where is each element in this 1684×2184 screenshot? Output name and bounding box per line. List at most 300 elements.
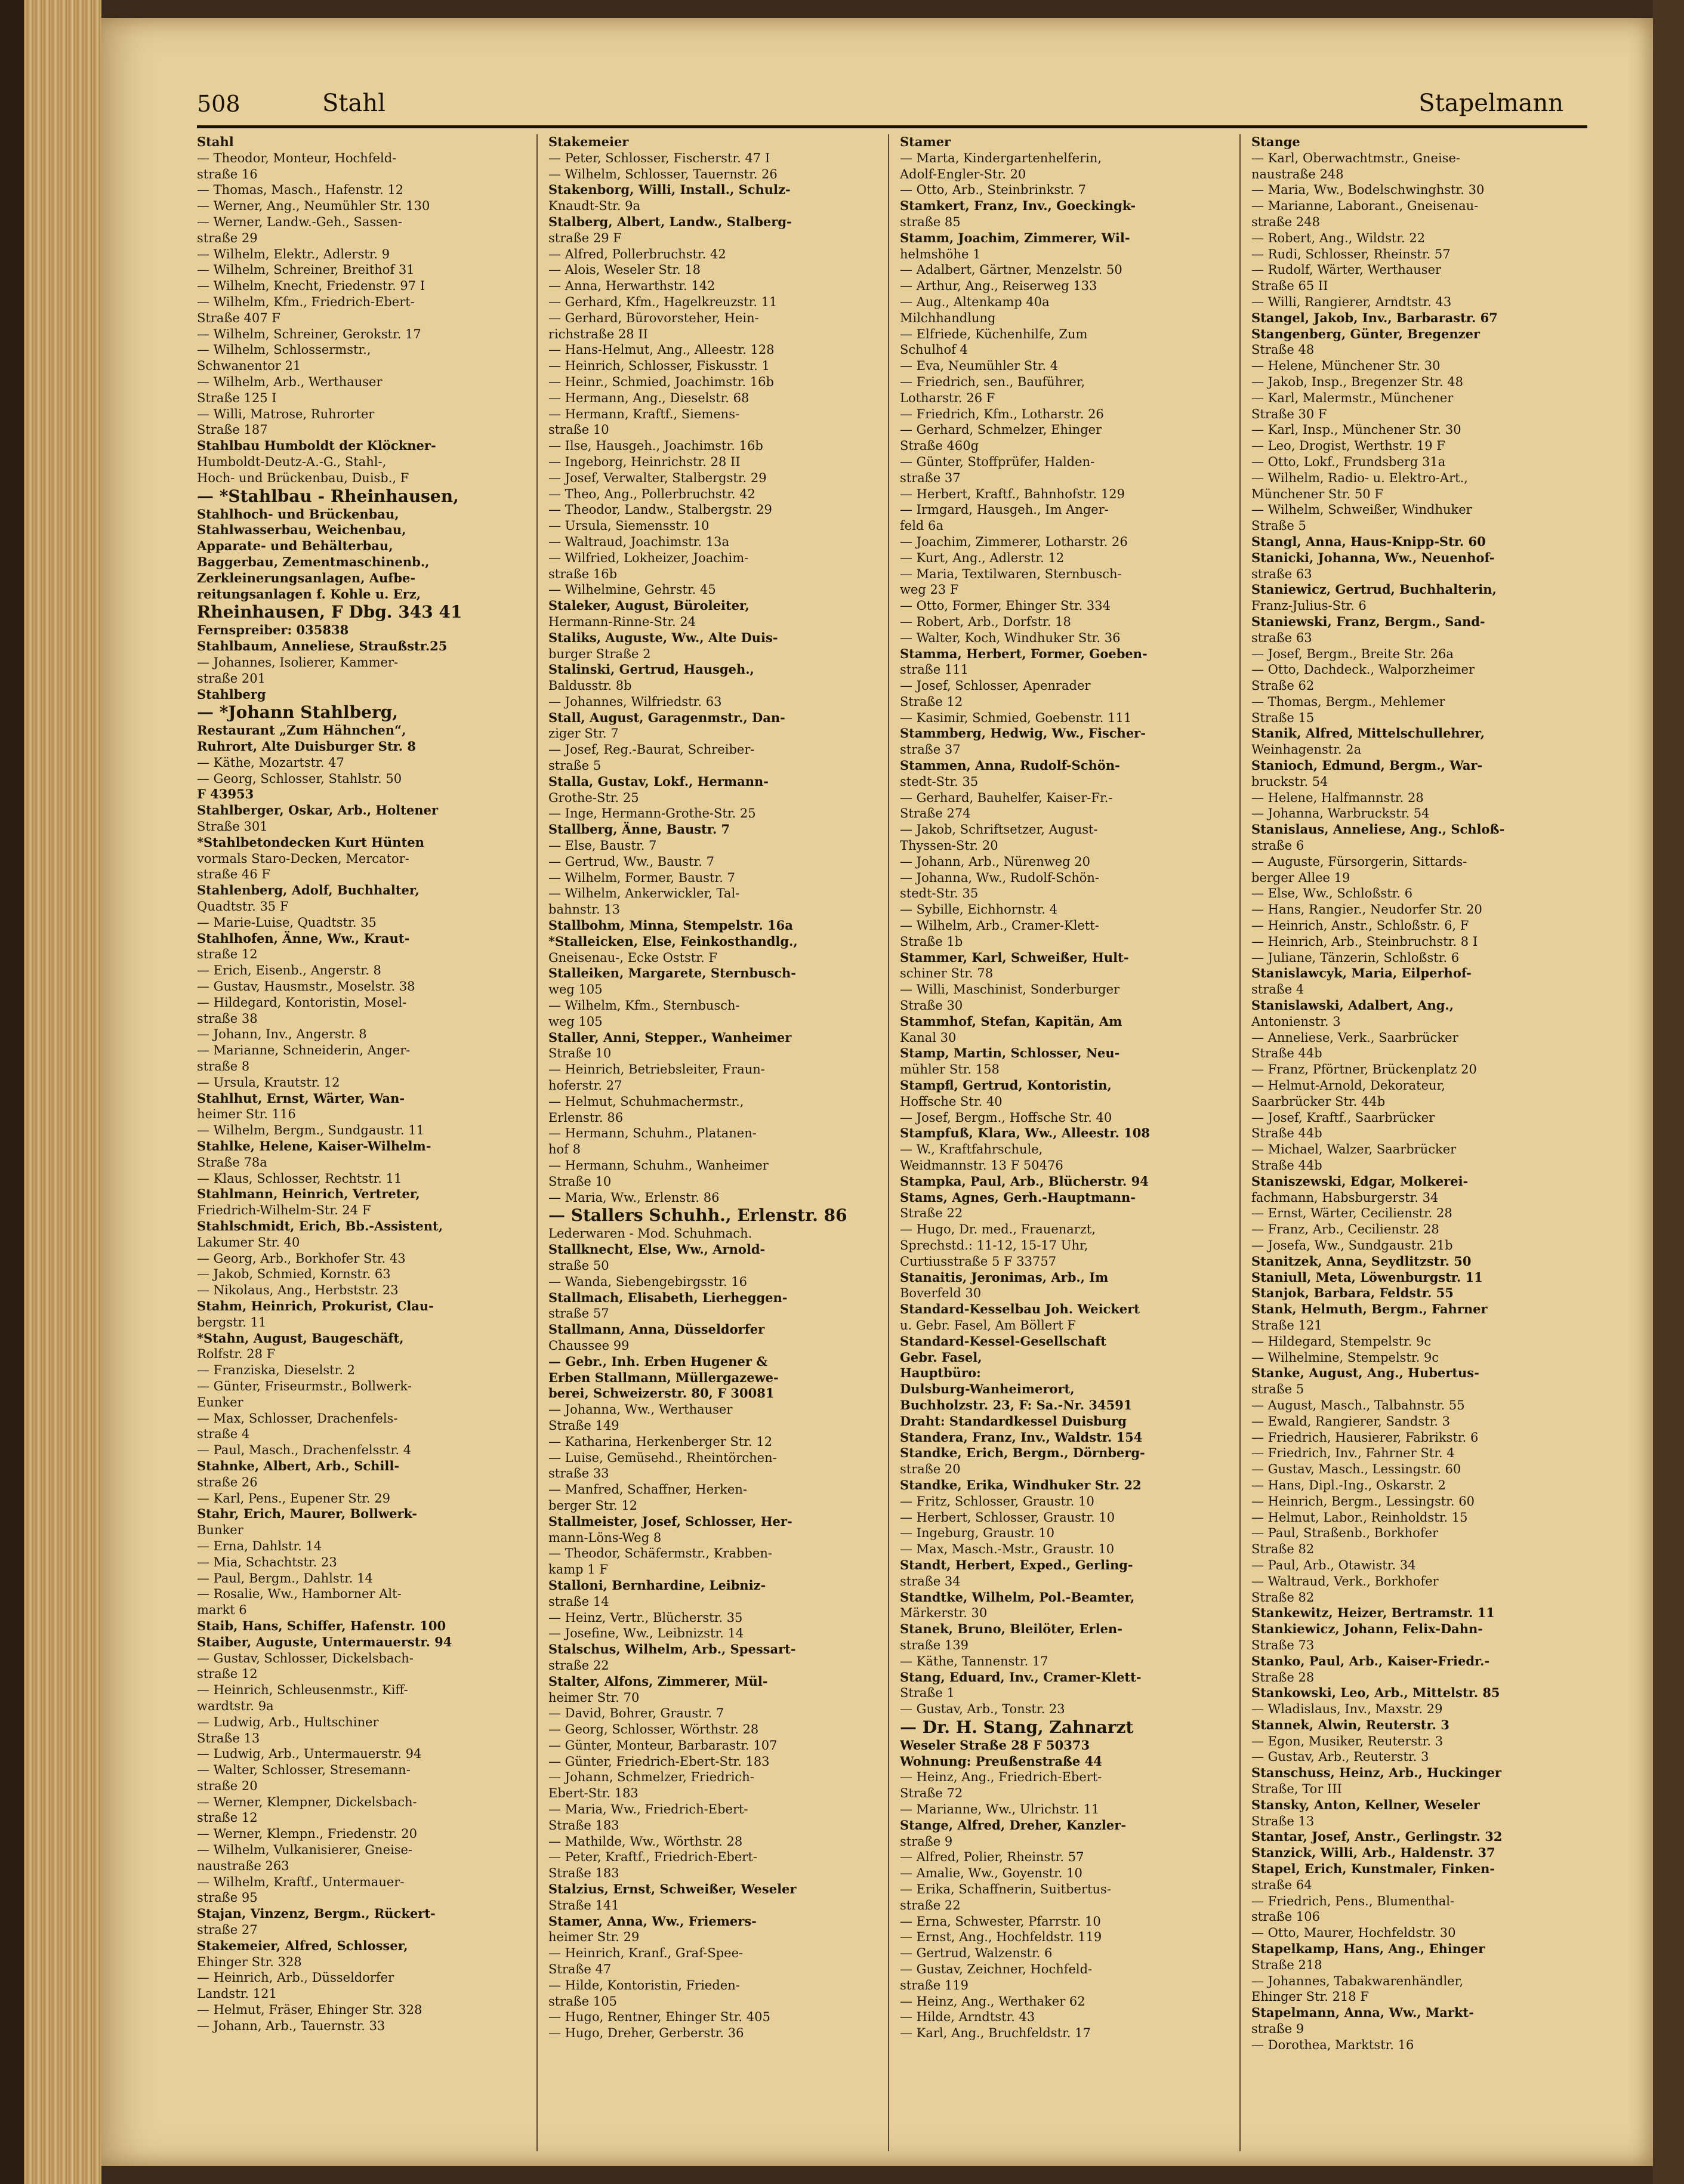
- directory-entry-line: — Anneliese, Verk., Saarbrücker: [1251, 1030, 1458, 1045]
- directory-entry-line: — Georg, Schlosser, Wörthstr. 28: [548, 1722, 759, 1737]
- directory-entry-line: — Karl, Oberwachtmstr., Gneise-: [1251, 150, 1460, 165]
- directory-entry-line: Stahlmann, Heinrich, Vertreter,: [197, 1186, 420, 1202]
- directory-entry-line: Stahnke, Albert, Arb., Schill-: [197, 1458, 400, 1473]
- directory-entry-line: — Josefa, Ww., Sundgaustr. 21b: [1251, 1238, 1453, 1253]
- directory-entry-line: — Robert, Ang., Wildstr. 22: [1251, 230, 1426, 245]
- directory-entry-line: Straße 62: [1251, 678, 1315, 693]
- directory-entry-line: Straße 460g: [900, 439, 979, 454]
- directory-entry-line: — Otto, Former, Ehinger Str. 334: [900, 599, 1111, 613]
- column-3: [900, 134, 1241, 2151]
- directory-entry-line: Stapelmann, Anna, Ww., Markt-: [1251, 2005, 1474, 2020]
- directory-entry-line: reitungsanlagen f. Kohle u. Erz,: [197, 586, 421, 601]
- directory-entry-line: straße 64: [1251, 1877, 1312, 1892]
- directory-entry-line: Stanitzek, Anna, Seydlitzstr. 50: [1251, 1253, 1472, 1269]
- directory-entry-line: — *Stahlbau - Rheinhausen,: [197, 486, 459, 506]
- directory-entry-line: — Walter, Koch, Windhuker Str. 36: [900, 630, 1121, 645]
- directory-entry-line: — Karl, Insp., Münchener Str. 30: [1251, 422, 1461, 437]
- directory-entry-line: — Josefine, Ww., Leibnizstr. 14: [548, 1626, 744, 1641]
- directory-entry-line: — Heinrich, Betriebsleiter, Fraun-: [548, 1062, 765, 1077]
- directory-entry-line: — Manfred, Schaffner, Herken-: [548, 1482, 747, 1497]
- directory-entry-line: — Franz, Arb., Cecilienstr. 28: [1251, 1222, 1439, 1237]
- directory-entry-line: — Fritz, Schlosser, Graustr. 10: [900, 1494, 1094, 1509]
- directory-entry-line: — Herbert, Schlosser, Graustr. 10: [900, 1510, 1115, 1525]
- directory-entry-line: straße 33: [548, 1466, 609, 1481]
- directory-entry-line: Staliks, Auguste, Ww., Alte Duis-: [548, 630, 778, 645]
- directory-entry-line: Straße, Tor III: [1251, 1782, 1342, 1797]
- directory-entry-line: — Helene, Münchener Str. 30: [1251, 359, 1441, 374]
- directory-entry-line: straße 10: [548, 422, 609, 437]
- directory-entry-line: — Wilhelm, Elektr., Adlerstr. 9: [197, 246, 390, 261]
- directory-entry-line: — Günter, Monteur, Barbarastr. 107: [548, 1738, 778, 1753]
- directory-entry-line: Bunker: [197, 1523, 243, 1538]
- directory-entry-line: straße 8: [197, 1059, 250, 1074]
- directory-entry-line: — Theodor, Monteur, Hochfeld-: [197, 150, 397, 165]
- header-last-entry: Stapelmann: [1418, 90, 1563, 117]
- directory-entry-line: — Heinz, Ang., Werthaker 62: [900, 1994, 1085, 2009]
- directory-entry-line: — Hermann, Schuhm., Platanen-: [548, 1126, 757, 1141]
- directory-entry-line: — W., Kraftfahrschule,: [900, 1142, 1043, 1157]
- directory-entry-line: Stamer: [900, 134, 951, 149]
- directory-entry-line: — Heinz, Ang., Friedrich-Ebert-: [900, 1770, 1102, 1785]
- directory-entry-line: — Max, Masch.-Mstr., Graustr. 10: [900, 1542, 1115, 1557]
- directory-entry-line: — Maria, Ww., Erlenstr. 86: [548, 1190, 720, 1205]
- directory-entry-line: Straße 82: [1251, 1590, 1315, 1605]
- directory-entry-line: — Erich, Eisenb., Angerstr. 8: [197, 963, 381, 978]
- directory-entry-line: — Friedrich, Pens., Blumenthal-: [1251, 1893, 1455, 1908]
- directory-entry-line: Straße 274: [900, 806, 971, 821]
- directory-entry-line: — Wilhelm, Ankerwickler, Tal-: [548, 886, 740, 901]
- directory-entry-line: Straße 30 F: [1251, 406, 1327, 421]
- directory-entry-line: — Gustav, Hausmstr., Moselstr. 38: [197, 979, 415, 994]
- directory-entry-line: Straße 187: [197, 422, 268, 437]
- directory-entry-line: — Paul, Bergm., Dahlstr. 14: [197, 1571, 373, 1585]
- directory-entry-line: straße 57: [548, 1306, 609, 1321]
- directory-entry-line: — Josef, Bergm., Breite Str. 26a: [1251, 646, 1454, 661]
- directory-entry-line: — Otto, Arb., Steinbrinkstr. 7: [900, 183, 1087, 198]
- directory-entry-line: Lakumer Str. 40: [197, 1235, 300, 1250]
- directory-entry-line: straße 4: [1251, 982, 1304, 997]
- directory-entry-line: mann-Löns-Weg 8: [548, 1530, 662, 1545]
- directory-entry-line: straße 37: [900, 742, 961, 757]
- directory-entry-line: — Wilhelm, Schreiner, Breithof 31: [197, 263, 415, 277]
- directory-entry-line: — Johannes, Wilfriedstr. 63: [548, 694, 722, 709]
- directory-entry-line: — Gerhard, Kfm., Hagelkreuzstr. 11: [548, 294, 778, 309]
- directory-entry-line: — Rudi, Schlosser, Rheinstr. 57: [1251, 246, 1451, 261]
- directory-entry-line: — Waltraud, Joachimstr. 13a: [548, 534, 730, 549]
- directory-entry-line: Baggerbau, Zementmaschinenb.,: [197, 554, 430, 569]
- directory-entry-line: Stalschus, Wilhelm, Arb., Spessart-: [548, 1642, 796, 1657]
- directory-entry-line: — Ludwig, Arb., Hultschiner: [197, 1714, 379, 1729]
- directory-entry-line: naustraße 263: [197, 1858, 289, 1873]
- directory-entry-line: — Paul, Arb., Otawistr. 34: [1251, 1557, 1416, 1572]
- directory-entry-line: — Maria, Ww., Bodelschwinghstr. 30: [1251, 183, 1485, 198]
- directory-entry-line: straße 20: [197, 1778, 258, 1793]
- directory-entry-line: Staib, Hans, Schiffer, Hafenstr. 100: [197, 1618, 446, 1633]
- directory-entry-line: straße 248: [1251, 214, 1320, 229]
- directory-entry-line: Stahlberger, Oskar, Arb., Holtener: [197, 803, 439, 818]
- directory-entry-line: — Erika, Schaffnerin, Suitbertus-: [900, 1882, 1111, 1897]
- directory-entry-line: Straße 407 F: [197, 310, 280, 325]
- directory-entry-line: Straße 149: [548, 1418, 619, 1433]
- directory-entry-line: Standke, Erich, Bergm., Dörnberg-: [900, 1445, 1145, 1461]
- directory-entry-line: — Peter, Schlosser, Fischerstr. 47 I: [548, 150, 770, 165]
- directory-entry-line: straße 6: [1251, 838, 1304, 853]
- directory-entry-line: Stamkert, Franz, Inv., Goeckingk-: [900, 198, 1136, 214]
- directory-entry-line: — Alfred, Polier, Rheinstr. 57: [900, 1850, 1084, 1865]
- directory-entry-line: Straße 44b: [1251, 1158, 1322, 1173]
- directory-entry-line: — David, Bohrer, Graustr. 7: [548, 1706, 724, 1721]
- directory-entry-line: — Otto, Maurer, Hochfeldstr. 30: [1251, 1926, 1456, 1941]
- directory-entry-line: — Robert, Arb., Dorfstr. 18: [900, 614, 1071, 629]
- directory-entry-line: Baldusstr. 8b: [548, 678, 632, 693]
- directory-entry-line: bruckstr. 54: [1251, 774, 1328, 789]
- directory-entry-line: straße 63: [1251, 566, 1312, 581]
- directory-entry-line: straße 5: [1251, 1382, 1304, 1397]
- directory-entry-line: Sprechstd.: 11-12, 15-17 Uhr,: [900, 1238, 1088, 1253]
- directory-entry-line: Adolf-Engler-Str. 20: [900, 166, 1026, 181]
- directory-entry-line: — Else, Baustr. 7: [548, 838, 657, 853]
- directory-entry-line: Stajan, Vinzenz, Bergm., Rückert-: [197, 1906, 436, 1921]
- directory-entry-line: — Sybille, Eichhornstr. 4: [900, 902, 1058, 917]
- directory-entry-line: — Gertrud, Walzenstr. 6: [900, 1946, 1053, 1961]
- directory-entry-line: — Johann, Inv., Angerstr. 8: [197, 1027, 367, 1042]
- directory-entry-line: Straße 44b: [1251, 1126, 1322, 1141]
- directory-entry-line: Ehinger Str. 218 F: [1251, 1989, 1369, 2004]
- directory-entry-line: — Hermann, Schuhm., Wanheimer: [548, 1158, 769, 1173]
- directory-page: [101, 18, 1653, 2166]
- directory-entry-line: stedt-Str. 35: [900, 886, 979, 901]
- directory-entry-line: straße 119: [900, 1978, 969, 1992]
- directory-entry-line: — Gerhard, Schmelzer, Ehinger: [900, 422, 1102, 437]
- directory-entry-line: Humboldt-Deutz-A.-G., Stahl-,: [197, 454, 387, 469]
- directory-entry-line: — Wilhelm, Vulkanisierer, Gneise-: [197, 1843, 413, 1858]
- directory-entry-line: Stanik, Alfred, Mittelschullehrer,: [1251, 726, 1485, 741]
- directory-entry-line: — Herbert, Kraftf., Bahnhofstr. 129: [900, 486, 1125, 501]
- directory-entry-line: — Rosalie, Ww., Hamborner Alt-: [197, 1587, 402, 1602]
- directory-entry-line: — Hilde, Arndtstr. 43: [900, 2010, 1035, 2025]
- directory-entry-line: — Helmut, Schuhmachermstr.,: [548, 1094, 744, 1109]
- directory-entry-line: Stalberg, Albert, Landw., Stalberg-: [548, 214, 792, 229]
- directory-entry-line: Stammen, Anna, Rudolf-Schön-: [900, 758, 1120, 773]
- directory-entry-line: schiner Str. 78: [900, 966, 994, 981]
- directory-entry-line: weg 105: [548, 982, 603, 997]
- directory-entry-line: Stampfuß, Klara, Ww., Alleestr. 108: [900, 1125, 1150, 1141]
- directory-entry-line: — Hans, Dipl.-Ing., Oskarstr. 2: [1251, 1477, 1446, 1492]
- directory-entry-line: Straße 73: [1251, 1637, 1315, 1652]
- directory-entry-line: vormals Staro-Decken, Mercator-: [197, 851, 409, 866]
- directory-entry-line: — Georg, Arb., Borkhofer Str. 43: [197, 1251, 406, 1266]
- directory-entry-line: Stampka, Paul, Arb., Blücherstr. 94: [900, 1173, 1149, 1189]
- directory-entry-line: — Günter, Stoffprüfer, Halden-: [900, 454, 1095, 469]
- column-4: [1251, 134, 1592, 2151]
- directory-entry-line: — Heinrich, Kranf., Graf-Spee-: [548, 1946, 744, 1961]
- directory-entry-line: Stahlwasserbau, Weichenbau,: [197, 522, 406, 538]
- directory-entry-line: Erben Stallmann, Müllergazewe-: [548, 1369, 779, 1385]
- page-number: 508: [197, 91, 240, 117]
- directory-entry-line: — Otto, Lokf., Frundsberg 31a: [1251, 454, 1446, 469]
- directory-entry-line: fachmann, Habsburgerstr. 34: [1251, 1190, 1439, 1205]
- directory-entry-line: — Wilhelm, Kraftf., Untermauer-: [197, 1874, 405, 1889]
- directory-entry-line: Weseler Straße 28 F 50373: [900, 1737, 1090, 1753]
- directory-entry-line: heimer Str. 70: [548, 1690, 640, 1705]
- directory-entry-line: Straße 15: [1251, 710, 1315, 725]
- directory-entry-line: Straße 10: [548, 1046, 612, 1061]
- directory-entry-line: *Stalleicken, Else, Feinkosthandlg.,: [548, 933, 798, 949]
- directory-entry-line: — Heinrich, Anstr., Schloßstr. 6, F: [1251, 918, 1469, 933]
- directory-entry-line: *Stahlbetondecken Kurt Hünten: [197, 834, 424, 850]
- directory-entry-line: — Waltraud, Verk., Borkhofer: [1251, 1574, 1439, 1588]
- directory-entry-line: — Karl, Ang., Bruchfeldstr. 17: [900, 2026, 1091, 2041]
- directory-entry-line: — Peter, Kraftf., Friedrich-Ebert-: [548, 1850, 757, 1865]
- directory-entry-line: straße 139: [900, 1637, 969, 1652]
- directory-entry-line: straße 14: [548, 1594, 609, 1609]
- directory-entry-line: Draht: Standardkessel Duisburg: [900, 1413, 1127, 1429]
- directory-entry-line: straße 201: [197, 671, 266, 686]
- directory-entry-line: Staller, Anni, Stepper., Wanheimer: [548, 1029, 792, 1045]
- directory-entry-line: — Jakob, Schriftsetzer, August-: [900, 822, 1098, 837]
- directory-entry-line: Stalinski, Gertrud, Hausgeh.,: [548, 662, 754, 677]
- column-1: [197, 134, 538, 2151]
- right-background: [1653, 0, 1684, 2184]
- directory-entry-line: Schulhof 4: [900, 343, 968, 357]
- directory-entry-line: Boverfeld 30: [900, 1286, 982, 1301]
- directory-entry-line: berger Str. 12: [548, 1498, 638, 1513]
- directory-entry-line: straße 50: [548, 1258, 609, 1273]
- directory-entry-line: Stams, Agnes, Gerh.-Hauptmann-: [900, 1189, 1136, 1205]
- directory-entry-line: — Franziska, Dieselstr. 2: [197, 1363, 356, 1378]
- directory-entry-line: — Otto, Dachdeck., Walporzheimer: [1251, 662, 1475, 677]
- directory-entry-line: Stang, Eduard, Inv., Cramer-Klett-: [900, 1669, 1142, 1685]
- directory-entry-line: Stannek, Alwin, Reuterstr. 3: [1251, 1717, 1449, 1732]
- directory-entry-line: wardtstr. 9a: [197, 1698, 274, 1713]
- directory-entry-line: — Michael, Walzer, Saarbrücker: [1251, 1142, 1457, 1157]
- directory-entry-line: — Ludwig, Arb., Untermauerstr. 94: [197, 1747, 422, 1762]
- directory-entry-line: — Wilhelm, Schreiner, Gerokstr. 17: [197, 326, 421, 341]
- directory-entry-line: Stanislawski, Adalbert, Ang.,: [1251, 998, 1454, 1013]
- directory-entry-line: — Paul, Straßenb., Borkhofer: [1251, 1526, 1439, 1541]
- directory-entry-line: Straße 141: [548, 1898, 619, 1912]
- directory-entry-line: — August, Masch., Talbahnstr. 55: [1251, 1398, 1465, 1412]
- directory-entry-line: Standard-Kessel-Gesellschaft: [900, 1333, 1106, 1349]
- directory-entry-line: F 43953: [197, 786, 254, 802]
- directory-entry-line: Stanek, Bruno, Bleilöter, Erlen-: [900, 1621, 1122, 1637]
- directory-entry-line: — Johanna, Warbruckstr. 54: [1251, 806, 1430, 821]
- directory-entry-line: Ruhrort, Alte Duisburger Str. 8: [197, 739, 417, 754]
- directory-entry-line: — Friedrich, Kfm., Lotharstr. 26: [900, 406, 1104, 421]
- directory-entry-line: — Hermann, Ang., Dieselstr. 68: [548, 390, 750, 405]
- directory-entry-line: Saarbrücker Str. 44b: [1251, 1094, 1386, 1109]
- directory-entry-line: — Erna, Schwester, Pfarrstr. 10: [900, 1914, 1101, 1929]
- directory-entry-line: — Jakob, Insp., Bregenzer Str. 48: [1251, 374, 1463, 389]
- directory-entry-line: — Theodor, Landw., Stalbergstr. 29: [548, 502, 772, 517]
- directory-entry-line: — Wilhelmine, Gehrstr. 45: [548, 582, 716, 597]
- directory-entry-line: Stanko, Paul, Arb., Kaiser-Friedr.-: [1251, 1653, 1490, 1668]
- directory-entry-line: straße 22: [900, 1898, 961, 1912]
- directory-entry-line: straße 34: [900, 1574, 961, 1588]
- directory-entry-line: — Gerhard, Bürovorsteher, Hein-: [548, 310, 759, 325]
- directory-entry-line: — Wilhelm, Schlossermstr.,: [197, 343, 371, 357]
- directory-entry-line: — Marta, Kindergartenhelferin,: [900, 150, 1102, 165]
- directory-entry-line: Stalter, Alfons, Zimmerer, Mül-: [548, 1673, 768, 1689]
- directory-entry-line: Stahlenberg, Adolf, Buchhalter,: [197, 883, 420, 898]
- directory-entry-line: Straße 30: [900, 998, 963, 1013]
- directory-entry-line: Staleker, August, Büroleiter,: [548, 598, 750, 613]
- directory-entry-line: — Walter, Schlosser, Stresemann-: [197, 1763, 411, 1778]
- directory-entry-line: Lederwaren - Mod. Schuhmach.: [548, 1226, 752, 1241]
- directory-entry-line: — Theodor, Schäfermstr., Krabben-: [548, 1546, 772, 1561]
- directory-entry-line: Straße 218: [1251, 1957, 1322, 1972]
- directory-entry-line: — Mia, Schachtstr. 23: [197, 1554, 337, 1569]
- directory-entry-line: Thyssen-Str. 20: [900, 838, 998, 853]
- directory-entry-line: Stapelkamp, Hans, Ang., Ehinger: [1251, 1941, 1485, 1957]
- directory-entry-line: straße 46 F: [197, 867, 270, 882]
- directory-entry-line: — Alois, Weseler Str. 18: [548, 263, 701, 277]
- directory-entry-line: hoferstr. 27: [548, 1078, 622, 1093]
- directory-entry-line: Stankewitz, Heizer, Bertramstr. 11: [1251, 1605, 1495, 1621]
- directory-entry-line: straße 22: [548, 1658, 609, 1673]
- directory-entry-line: — Gertrud, Ww., Baustr. 7: [548, 854, 714, 869]
- directory-entry-line: straße 4: [197, 1427, 250, 1442]
- directory-entry-line: straße 16b: [548, 566, 618, 581]
- directory-entry-line: — Willi, Rangierer, Arndtstr. 43: [1251, 294, 1452, 309]
- directory-entry-line: Standt, Herbert, Exped., Gerling-: [900, 1557, 1133, 1572]
- directory-entry-line: — Johann, Arb., Nürenweg 20: [900, 854, 1090, 869]
- directory-entry-line: Stank, Helmuth, Bergm., Fahrner: [1251, 1301, 1488, 1317]
- directory-entry-line: — Leo, Drogist, Werthstr. 19 F: [1251, 439, 1445, 454]
- directory-entry-line: — Wilfried, Lokheizer, Joachim-: [548, 550, 749, 565]
- directory-entry-line: Knaudt-Str. 9a: [548, 199, 641, 214]
- directory-entry-line: helmshöhe 1: [900, 246, 981, 261]
- directory-entry-line: Straße 78a: [197, 1155, 267, 1170]
- directory-entry-line: Standard-Kesselbau Joh. Weickert: [900, 1301, 1140, 1317]
- directory-entry-line: — *Johann Stahlberg,: [197, 702, 399, 723]
- directory-entry-line: — Marianne, Laborant., Gneisenau-: [1251, 199, 1479, 214]
- directory-entry-line: Stamma, Herbert, Former, Goeben-: [900, 646, 1148, 661]
- directory-entry-line: — Ursula, Siemensstr. 10: [548, 519, 710, 533]
- directory-entry-line: Stanjok, Barbara, Feldstr. 55: [1251, 1285, 1454, 1301]
- directory-entry-line: — Thomas, Bergm., Mehlemer: [1251, 694, 1445, 709]
- directory-entry-line: Stallmeister, Josef, Schlosser, Her-: [548, 1513, 792, 1529]
- directory-entry-line: — Theo, Ang., Pollerbruchstr. 42: [548, 486, 755, 501]
- directory-entry-line: — Hermann, Kraftf., Siemens-: [548, 406, 740, 421]
- directory-entry-line: — Wilhelm, Kfm., Friedrich-Ebert-: [197, 294, 415, 309]
- directory-entry-line: straße 29: [197, 230, 258, 245]
- directory-entry-line: — Ernst, Wärter, Cecilienstr. 28: [1251, 1206, 1452, 1221]
- directory-entry-line: Stampfl, Gertrud, Kontoristin,: [900, 1078, 1112, 1093]
- directory-entry-line: bahnstr. 13: [548, 902, 621, 917]
- directory-entry-line: — Irmgard, Hausgeh., Im Anger-: [900, 502, 1109, 517]
- directory-entry-line: — Wilhelm, Former, Baustr. 7: [548, 870, 735, 885]
- directory-entry-line: Stahlbaum, Anneliese, Straußstr.25: [197, 638, 448, 654]
- directory-entry-line: straße 63: [1251, 630, 1312, 645]
- directory-entry-line: Kanal 30: [900, 1030, 957, 1045]
- directory-entry-line: Straße 13: [1251, 1813, 1315, 1828]
- directory-entry-line: Stangl, Anna, Haus-Knipp-Str. 60: [1251, 533, 1486, 549]
- directory-entry-line: — Willi, Matrose, Ruhrorter: [197, 406, 375, 421]
- directory-entry-line: Straße 12: [900, 694, 963, 709]
- directory-entry-line: Straße 183: [548, 1818, 619, 1833]
- directory-entry-line: burger Straße 2: [548, 646, 651, 661]
- directory-entry-line: — Hugo, Dreher, Gerberstr. 36: [548, 2026, 744, 2041]
- directory-entry-line: Stallbohm, Minna, Stempelstr. 16a: [548, 918, 793, 933]
- directory-entry-line: — Willi, Maschinist, Sonderburger: [900, 982, 1120, 997]
- directory-entry-line: — Ursula, Krautstr. 12: [197, 1075, 340, 1090]
- directory-entry-line: — Josef, Bergm., Hoffsche Str. 40: [900, 1110, 1112, 1125]
- directory-entry-line: Standke, Erika, Windhuker Str. 22: [900, 1477, 1142, 1492]
- directory-entry-line: — Nikolaus, Ang., Herbststr. 23: [197, 1283, 399, 1298]
- directory-entry-line: — Wilhelm, Bergm., Sundgaustr. 11: [197, 1123, 424, 1138]
- directory-entry-line: — Friedrich, Hausierer, Fabrikstr. 6: [1251, 1430, 1479, 1445]
- directory-entry-line: — Arthur, Ang., Reiserweg 133: [900, 279, 1097, 294]
- directory-entry-line: Stansky, Anton, Kellner, Weseler: [1251, 1797, 1480, 1812]
- directory-entry-line: Ebert-Str. 183: [548, 1786, 639, 1801]
- directory-entry-line: Stahlberg: [197, 686, 266, 702]
- directory-entry-line: — Inge, Hermann-Grothe-Str. 25: [548, 806, 756, 821]
- directory-entry-line: — Gustav, Schlosser, Dickelsbach-: [197, 1651, 414, 1665]
- directory-entry-line: — Aug., Altenkamp 40a: [900, 294, 1050, 309]
- header-first-entry: Stahl: [322, 90, 385, 117]
- directory-entry-line: Rheinhausen, F Dbg. 343 41: [197, 602, 462, 622]
- directory-entry-line: markt 6: [197, 1603, 247, 1618]
- directory-entry-line: Straße 10: [548, 1174, 612, 1189]
- directory-entry-line: Stanioch, Edmund, Bergm., War-: [1251, 758, 1483, 773]
- directory-entry-line: — Käthe, Mozartstr. 47: [197, 755, 344, 770]
- directory-entry-line: — Joachim, Zimmerer, Lotharstr. 26: [900, 534, 1128, 549]
- directory-entry-line: — Ingeburg, Graustr. 10: [900, 1526, 1055, 1541]
- directory-entry-line: Stahlbau Humboldt der Klöckner-: [197, 438, 436, 454]
- directory-entry-line: — Alfred, Pollerbruchstr. 42: [548, 246, 726, 261]
- directory-entry-line: — Werner, Ang., Neumühler Str. 130: [197, 199, 430, 214]
- directory-entry-line: Stalzius, Ernst, Schweißer, Weseler: [548, 1881, 797, 1897]
- directory-entry-line: straße 37: [900, 470, 961, 485]
- directory-entry-line: straße 111: [900, 662, 969, 677]
- directory-entry-line: Straße 183: [548, 1866, 619, 1881]
- directory-entry-line: — Mathilde, Ww., Wörthstr. 28: [548, 1834, 743, 1849]
- directory-entry-line: — Klaus, Schlosser, Rechtstr. 11: [197, 1171, 402, 1186]
- directory-entry-line: Lotharstr. 26 F: [900, 390, 995, 405]
- directory-entry-line: — Gustav, Arb., Tonstr. 23: [900, 1702, 1065, 1717]
- directory-entry-line: Stakenborg, Willi, Install., Schulz-: [548, 182, 791, 198]
- directory-entry-line: Ehinger Str. 328: [197, 1954, 302, 1969]
- directory-entry-line: berei, Schweizerstr. 80, F 30081: [548, 1386, 775, 1401]
- directory-entry-line: Straße 121: [1251, 1318, 1322, 1332]
- directory-entry-line: straße 12: [197, 947, 258, 962]
- directory-entry-line: Stankowski, Leo, Arb., Mittelstr. 85: [1251, 1685, 1500, 1701]
- directory-entry-line: ziger Str. 7: [548, 726, 619, 741]
- directory-entry-line: straße 20: [900, 1462, 961, 1477]
- directory-entry-line: Stalloni, Bernhardine, Leibniz-: [548, 1577, 766, 1593]
- directory-entry-line: — Hans-Helmut, Ang., Alleestr. 128: [548, 343, 775, 357]
- directory-entry-line: Stange: [1251, 134, 1300, 149]
- directory-entry-line: — Georg, Schlosser, Stahlstr. 50: [197, 771, 402, 786]
- directory-entry-line: — Marianne, Schneiderin, Anger-: [197, 1043, 411, 1058]
- directory-entry-line: — Thomas, Masch., Hafenstr. 12: [197, 183, 404, 198]
- directory-entry-line: Straße 72: [900, 1786, 963, 1801]
- directory-entry-line: Hauptbüro:: [900, 1365, 981, 1381]
- directory-entry-line: feld 6a: [900, 519, 943, 533]
- directory-entry-line: Straße 1b: [900, 934, 963, 949]
- directory-entry-line: — Auguste, Fürsorgerin, Sittards-: [1251, 854, 1467, 869]
- directory-entry-line: Straße 47: [548, 1962, 612, 1977]
- directory-entry-line: Stamer, Anna, Ww., Friemers-: [548, 1913, 757, 1929]
- directory-entry-line: Münchener Str. 50 F: [1251, 486, 1383, 501]
- directory-entry-line: — Wilhelmine, Stempelstr. 9c: [1251, 1350, 1439, 1365]
- directory-entry-line: Straße 1: [900, 1686, 955, 1701]
- directory-entry-line: Straße 13: [197, 1730, 260, 1745]
- directory-entry-line: — Ingeborg, Heinrichstr. 28 II: [548, 454, 741, 469]
- directory-entry-line: — Juliane, Tänzerin, Schloßstr. 6: [1251, 950, 1460, 965]
- directory-entry-line: — Kasimir, Schmied, Goebenstr. 111: [900, 710, 1132, 725]
